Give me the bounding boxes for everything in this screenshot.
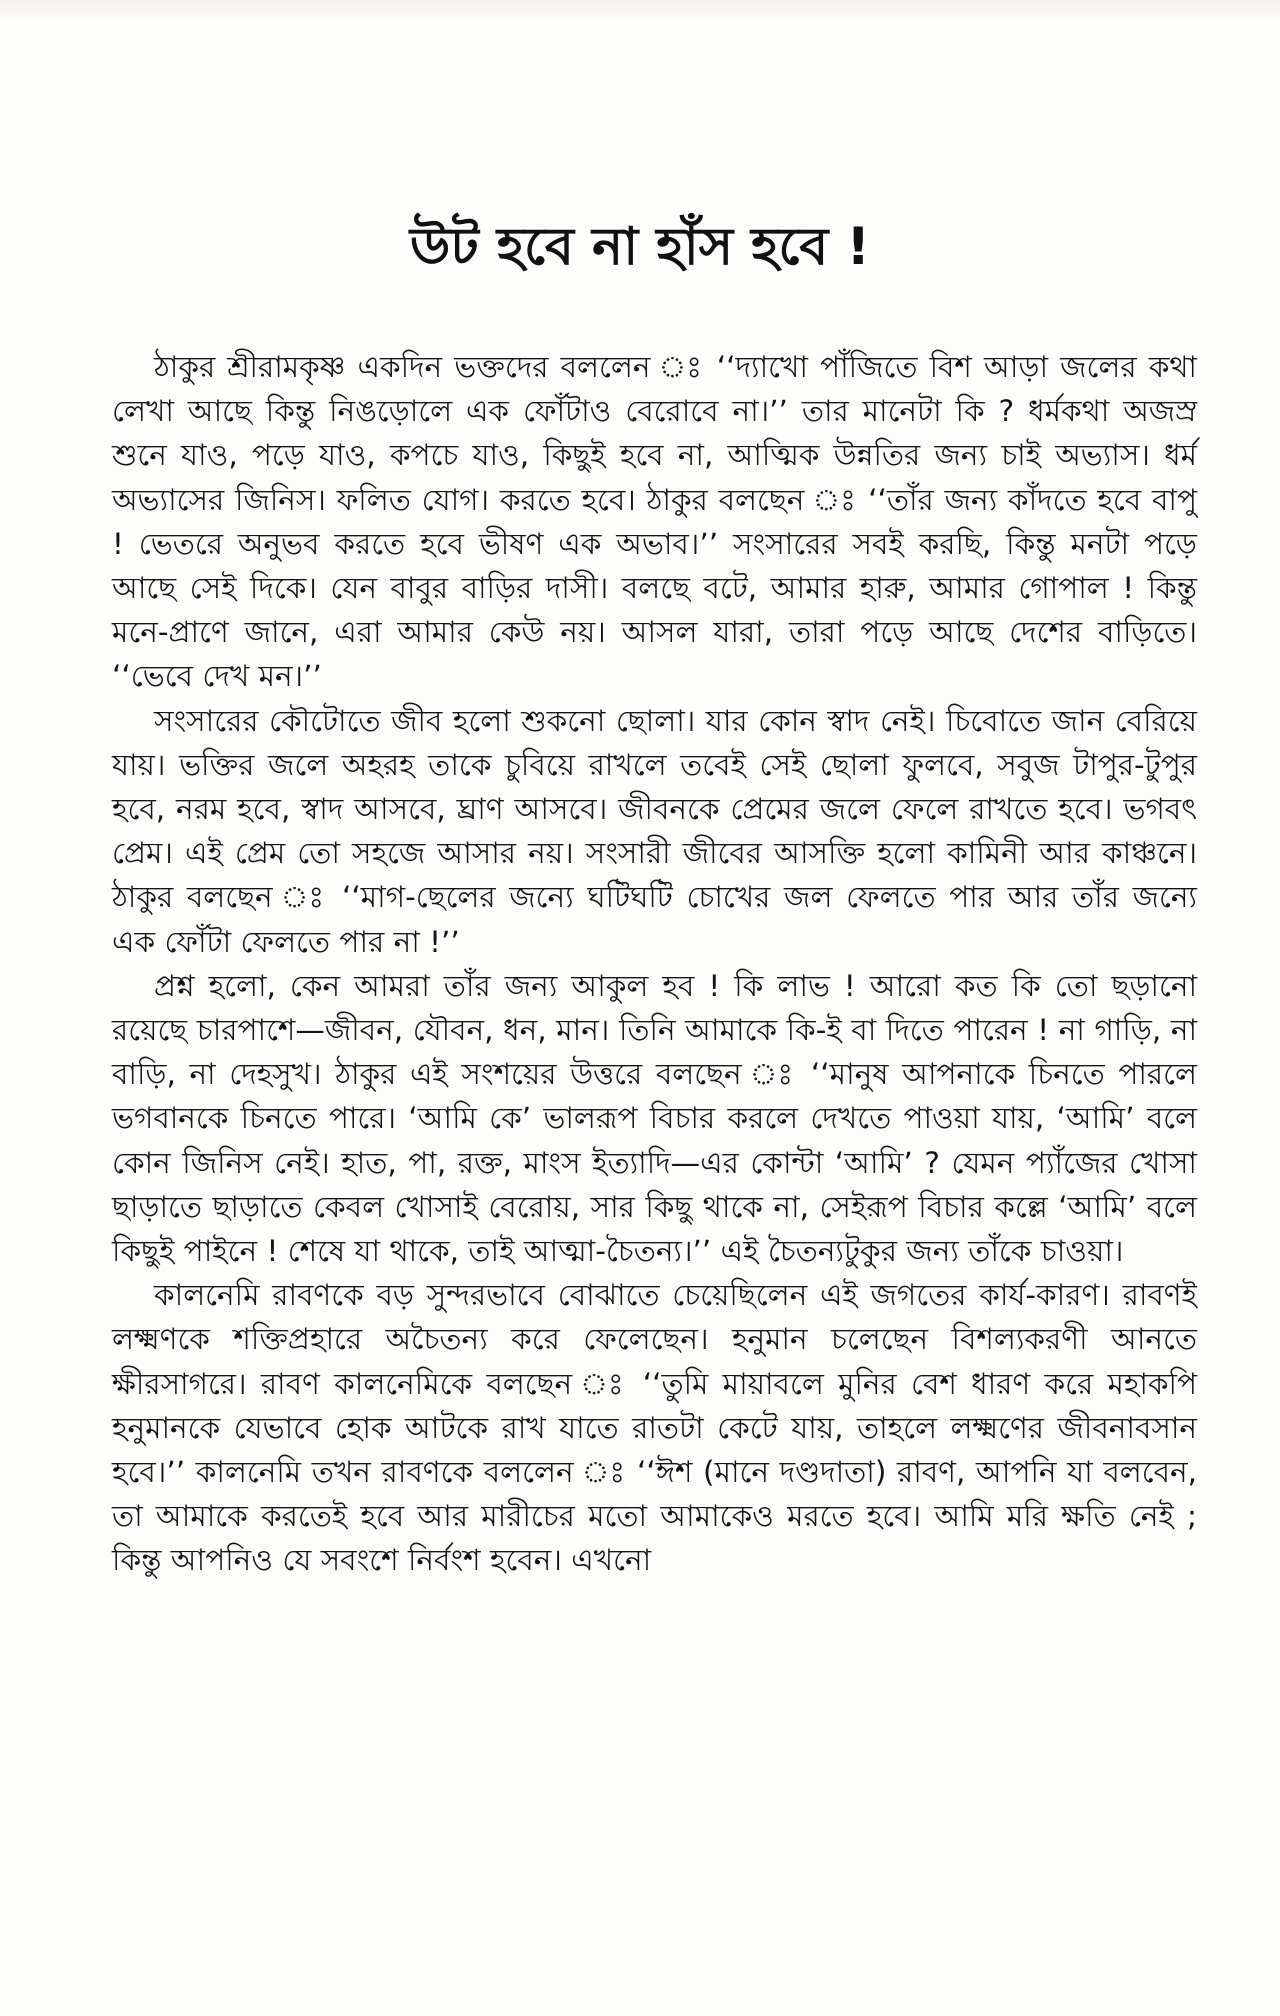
chapter-title: উট হবে না হাঁস হবে !	[409, 217, 871, 277]
paragraph-3: প্রশ্ন হলো, কেন আমরা তাঁর জন্য আকুল হব ! কি লাভ ! আরো কত কি তো ছড়ানো রয়েছে চারপাশে—জীবন, যৌবন, ধন, মান। তিনি আমাকে কি-ই বা দিতে পারেন ! না গাড়ি, না বাড়ি, না দেহসুখ। ঠাকুর এই সংশয়ের উত্তরে বলছেন ঃ ‘‘মানুষ আপনাকে চিনতে পারলে ভগবানকে চিনতে পারে। ‘আমি কে’ ভালরূপ বিচার করলে দেখতে পাওয়া যায়, ‘আমি’ বলে কোন জিনিস নেই। হাত, পা, রক্ত, মাংস ইত্যাদি—এর কোন্টা ‘আমি’ ? যেমন প্যাঁজের খোসা ছাড়াতে ছাড়াতে কেবল খোসাই বেরোয়, সার কিছু থাকে না, সেইরূপ বিচার কল্লে ‘আমি’ বলে কিছুই পাইনে ! শেষে যা থাকে, তাই আত্মা-চৈতন্য।’’ এই চৈতন্যটুকুর জন্য তাঁকে চাওয়া।	[112, 968, 1197, 1269]
paragraph-1: ঠাকুর শ্রীরামকৃষ্ণ একদিন ভক্তদের বললেন ঃ ‘‘দ্যাখো পাঁজিতে বিশ আড়া জলের কথা লেখা আছে কিন্তু নিঙড়োলে এক ফোঁটাও বেরোবে না।’’ তার মানেটা কি ? ধর্মকথা অজস্র শুনে যাও, পড়ে যাও, কপচে যাও, কিছুই হবে না, আত্মিক উন্নতির জন্য চাই অভ্যাস। ধর্ম অভ্যাসের জিনিস। ফলিত যোগ। করতে হবে। ঠাকুর বলছেন ঃ ‘‘তাঁর জন্য কাঁদতে হবে বাপু ! ভেতরে অনুভব করতে হবে ভীষণ এক অভাব।’’ সংসারের সবই করছি, কিন্তু মনটা পড়ে আছে সেই দিকে। যেন বাবুর বাড়ির দাসী। বলছে বটে, আমার হারু, আমার গোপাল ! কিন্তু মনে-প্রাণে জানে, এরা আমার কেউ নয়। আসল যারা, তারা পড়ে আছে দেশের বাড়িতে। ‘‘ভেবে দেখ মন।’’	[112, 350, 1197, 694]
paragraph-2: সংসারের কৌটোতে জীব হলো শুকনো ছোলা। যার কোন স্বাদ নেই। চিবোতে জান বেরিয়ে যায়। ভক্তির জলে অহরহ তাকে চুবিয়ে রাখলে তবেই সেই ছোলা ফুলবে, সবুজ টাপুর-টুপুর হবে, নরম হবে, স্বাদ আসবে, ঘ্রাণ আসবে। জীবনকে প্রেমের জলে ফেলে রাখতে হবে। ভগবৎ প্রেম। এই প্রেম তো সহজে আসার নয়। সংসারী জীবের আসক্তি হলো কামিনী আর কাঞ্চনে। ঠাকুর বলছেন ঃ ‘‘মাগ-ছেলের জন্যে ঘটিঘটি চোখের জল ফেলতে পার আর তাঁর জন্যে এক ফোঁটা ফেলতে পার না !’’	[112, 703, 1197, 959]
paragraph-4: কালনেমি রাবণকে বড় সুন্দরভাবে বোঝাতে চেয়েছিলেন এই জগতের কার্য-কারণ। রাবণই লক্ষ্মণকে শক্তিপ্রহারে অচৈতন্য করে ফেলেছেন। হনুমান চলেছেন বিশল্যকরণী আনতে ক্ষীরসাগরে। রাবণ কালনেমিকে বলছেন ঃ ‘‘তুমি মায়াবলে মুনির বেশ ধারণ করে মহাকপি হনুমানকে যেভাবে হোক আটকে রাখ যাতে রাতটা কেটে যায়, তাহলে লক্ষ্মণের জীবনাবসান হবে।’’ কালনেমি তখন রাবণকে বললেন ঃ ‘‘ঈশ (মানে দণ্ডদাতা) রাবণ, আপনি যা বলবেন, তা আমাকে করতেই হবে আর মারীচের মতো আমাকেও মরতে হবে। আমি মরি ক্ষতি নেই ; কিন্তু আপনিও যে সবংশে নির্বংশ হবেন। এখনো	[112, 1278, 1197, 1578]
body-text	[112, 345, 1197, 1583]
page-top-edge	[0, 0, 1280, 22]
